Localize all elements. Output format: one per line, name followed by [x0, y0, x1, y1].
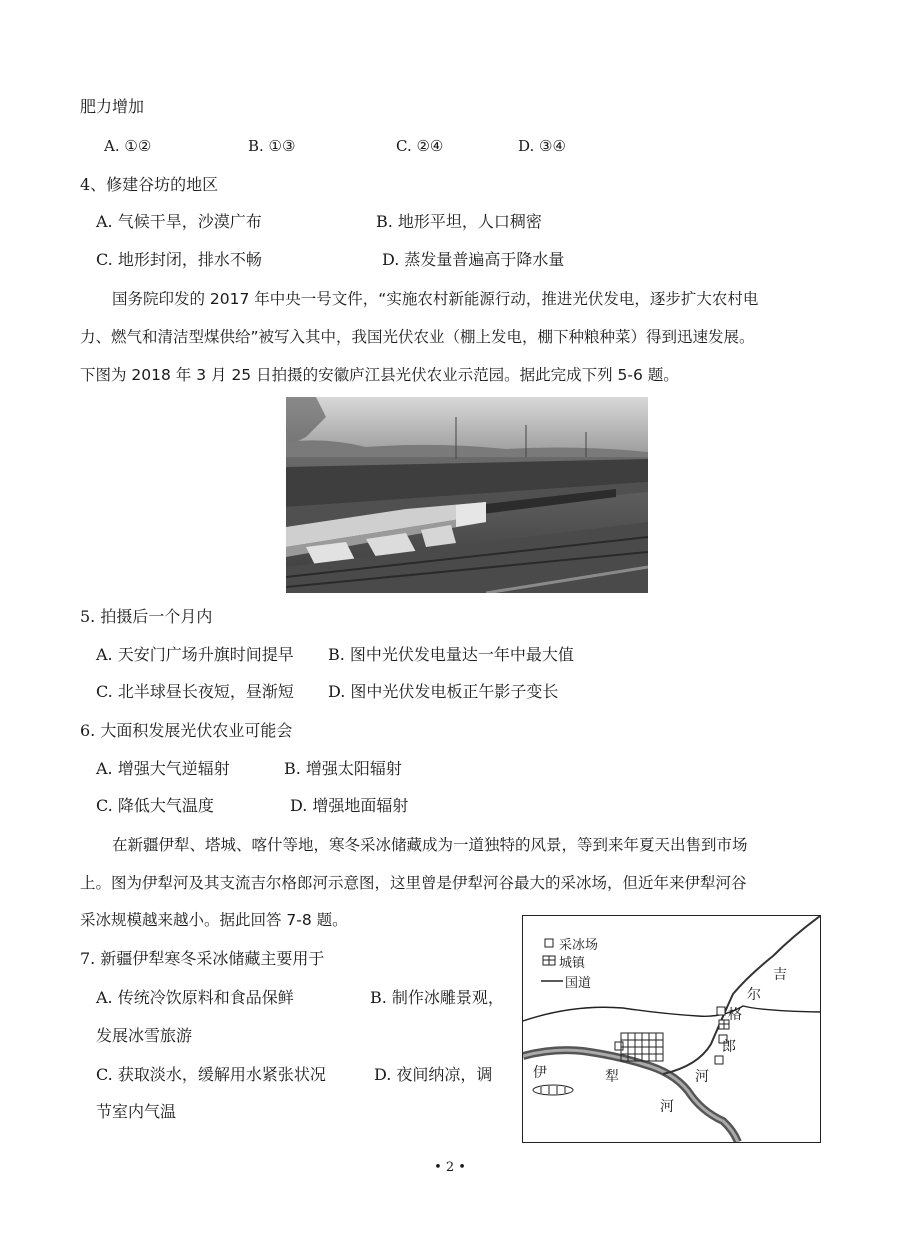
q4-option-c[interactable]: C. 地形封闭，排水不畅	[96, 250, 262, 269]
page-number: • 2 •	[434, 1160, 466, 1175]
national-road-line	[523, 1006, 820, 1021]
legend-road-label: 国道	[565, 976, 592, 991]
label-lang: 郎	[722, 1039, 736, 1055]
label-er: 尔	[747, 987, 761, 1003]
q7-option-d-continued: 节室内气温	[96, 1102, 177, 1121]
q6-option-a[interactable]: A. 增强大气逆辐射	[96, 759, 230, 778]
label-ge: 格	[728, 1007, 742, 1023]
passage2-line-2: 上。图为伊犁河及其支流吉尔格郎河示意图，这里曾是伊犁河谷最大的采冰场，但近年来伊犁河谷	[80, 874, 747, 892]
label-he-2: 河	[660, 1099, 674, 1115]
passage1-line-2: 力、燃气和清洁型煤供给”被写入其中，我国光伏农业（棚上发电，棚下种粮种菜）得到迅速发展。	[80, 328, 755, 346]
legend-ice-symbol	[545, 939, 553, 947]
q4-option-d[interactable]: D. 蒸发量普遍高于降水量	[382, 250, 565, 269]
q4-stem: 4、修建谷坊的地区	[80, 175, 219, 194]
q5-option-a[interactable]: A. 天安门广场升旗时间提早	[96, 645, 294, 664]
label-yi: 伊	[533, 1065, 547, 1081]
q6-option-d[interactable]: D. 增强地面辐射	[290, 796, 409, 815]
label-li: 犁	[605, 1069, 619, 1085]
ili-river-map	[522, 915, 821, 1143]
q3-option-a[interactable]: A. ①②	[104, 137, 152, 155]
small-town	[533, 1085, 573, 1095]
legend-town-label: 城镇	[559, 956, 586, 971]
q5-option-d[interactable]: D. 图中光伏发电板正午影子变长	[328, 682, 559, 701]
photovoltaic-farm-photo	[286, 397, 648, 593]
ili-river	[523, 1050, 738, 1142]
q5-stem: 5. 拍摄后一个月内	[80, 607, 213, 626]
ice-field-marker	[717, 1007, 725, 1015]
q6-option-c[interactable]: C. 降低大气温度	[96, 796, 214, 815]
q7-option-b[interactable]: B. 制作冰雕景观，	[370, 988, 504, 1007]
q7-option-a[interactable]: A. 传统冷饮原料和食品保鲜	[96, 988, 294, 1007]
q7-stem: 7. 新疆伊犁寒冬采冰储藏主要用于	[80, 949, 325, 968]
q3-stem-tail: 肥力增加	[80, 97, 145, 116]
q7-option-d[interactable]: D. 夜间纳凉，调	[374, 1065, 493, 1084]
passage1-line-3: 下图为 2018 年 3 月 25 日拍摄的安徽庐江县光伏农业示范园。据此完成下列 5-6 题。	[80, 366, 679, 384]
passage2-line-3: 采冰规模越来越小。据此回答 7-8 题。	[80, 911, 348, 929]
passage1-line-1: 国务院印发的 2017 年中央一号文件，“实施农村新能源行动，推进光伏发电，逐步扩大农村电	[112, 290, 759, 308]
q4-option-a[interactable]: A. 气候干旱，沙漠广布	[96, 212, 262, 231]
q6-stem: 6. 大面积发展光伏农业可能会	[80, 721, 293, 740]
q7-option-c[interactable]: C. 获取淡水，缓解用水紧张状况	[96, 1065, 326, 1084]
q4-option-b[interactable]: B. 地形平坦，人口稠密	[376, 212, 542, 231]
label-ji: 吉	[773, 967, 787, 983]
q5-option-c[interactable]: C. 北半球昼长夜短，昼渐短	[96, 682, 294, 701]
passage2-line-1: 在新疆伊犁、塔城、喀什等地，寒冬采冰储藏成为一道独特的风景，等到来年夏天出售到市场	[112, 836, 748, 854]
q3-option-c[interactable]: C. ②④	[396, 137, 444, 155]
legend-ice-label: 采冰场	[559, 938, 599, 953]
q6-option-b[interactable]: B. 增强太阳辐射	[284, 759, 402, 778]
label-he-1: 河	[695, 1069, 709, 1085]
jiergelang-river	[663, 916, 820, 1074]
q3-option-d[interactable]: D. ③④	[518, 137, 566, 155]
legend-town-symbol	[543, 956, 555, 965]
q3-option-b[interactable]: B. ①③	[248, 137, 296, 155]
q7-option-b-continued: 发展冰雪旅游	[96, 1026, 193, 1045]
q5-option-b[interactable]: B. 图中光伏发电量达一年中最大值	[328, 645, 574, 664]
ice-field-marker	[715, 1056, 723, 1064]
